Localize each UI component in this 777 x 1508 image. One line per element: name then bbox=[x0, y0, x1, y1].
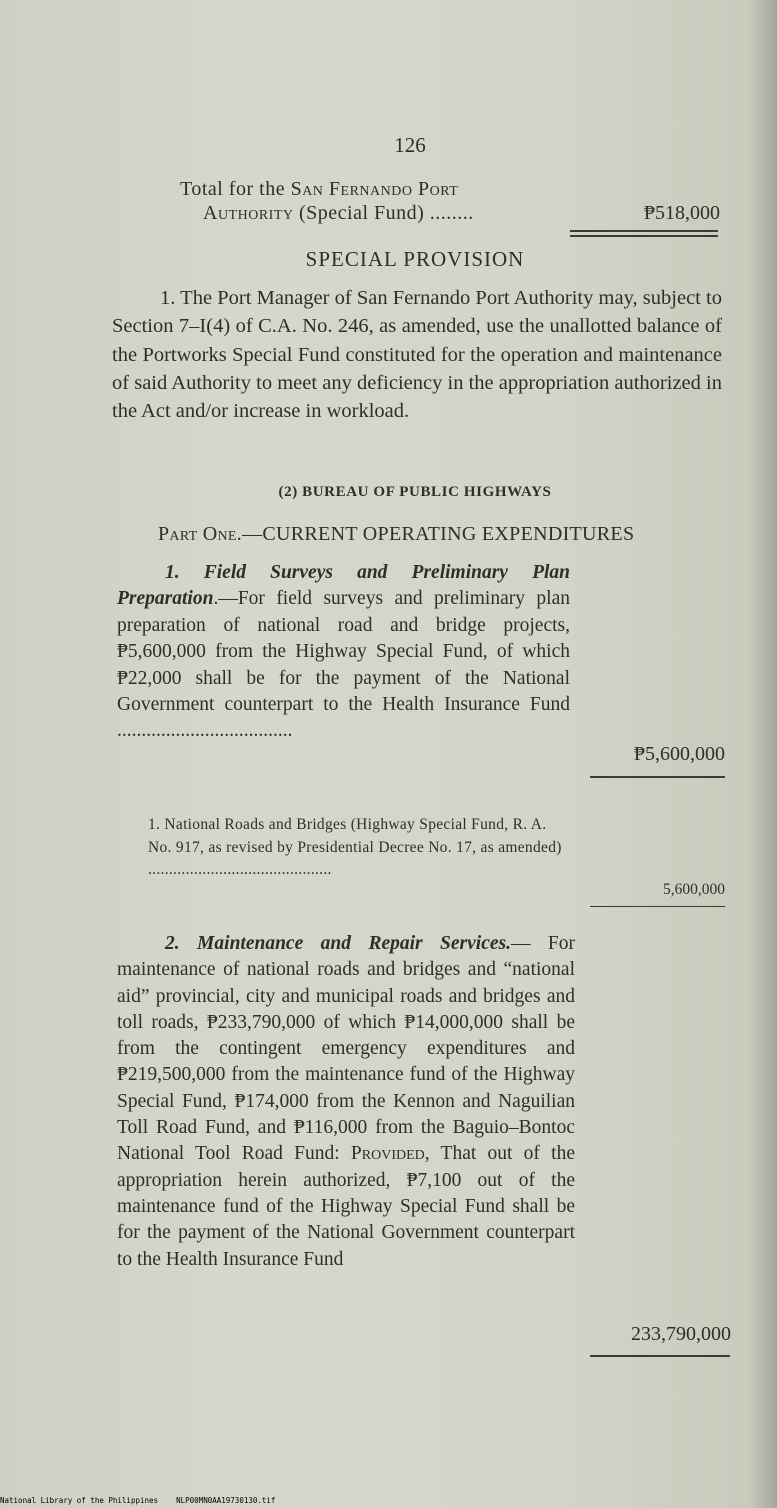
total-line-1: Total for the San Fernando Port bbox=[180, 178, 459, 200]
total-amount: ₱518,000 bbox=[643, 202, 720, 224]
bureau-heading: (2) BUREAU OF PUBLIC HIGHWAYS bbox=[278, 484, 552, 500]
item-maintenance-repair-title: 2. Maintenance and Repair Services. bbox=[165, 933, 511, 954]
subitem-rule bbox=[590, 906, 725, 907]
total-rule-2 bbox=[570, 235, 718, 237]
total-rule-1 bbox=[570, 230, 718, 232]
item1-rule bbox=[590, 776, 725, 778]
special-provision-heading: SPECIAL PROVISION bbox=[305, 247, 525, 271]
item-field-surveys-amount: ₱5,600,000 bbox=[633, 743, 725, 765]
item-maintenance-repair: 2. Maintenance and Repair Services.— For maintenance of national roads and bridges and “national aid” provincial, city and municipal roads and bridges and toll roads, ₱233,790,000 of which ₱14,000,000 shall be from the contingent emergency expenditures and ₱219,500,000 from the maintenance fund of the Highway Special Fund, ₱174,000 from the Kennon and Naguilian Toll Road Fund, and ₱116,000 from the Baguio–Bontoc National Tool Road Fund: Provided, That out of the appropriation herein authorized, ₱7,100 out of the maintenance fund of the Highway Special Fund shall be for the payment of the National Government counterpart to the Health Insurance Fund bbox=[117, 933, 576, 1270]
part-heading: Part One.—CURRENT OPERATING EXPENDITURES bbox=[158, 523, 635, 545]
item-field-surveys: 1. Field Surveys and Preliminary Plan Preparation.—For field surveys and preliminary plan preparation of national road and bridge projects, ₱5,600,000 from the Highway Special Fund, of which ₱22,000 shall be for the payment of the National Government counterpart to the Health Insurance Fund .................................... bbox=[117, 562, 570, 742]
page-number: 126 bbox=[394, 133, 426, 157]
total-line-2: Authority (Special Fund) ........ bbox=[203, 202, 474, 224]
scan-footer: National Library of the Philippines NLP00MN0AA19730130.tif bbox=[0, 1496, 276, 1505]
page-edge-shadow bbox=[749, 0, 777, 1508]
item-maintenance-repair-amount: 233,790,000 bbox=[631, 1323, 731, 1345]
special-provision-text: 1. The Port Manager of San Fernando Port Authority may, subject to Section 7–I(4) of C.A. No. 246, as amended, use the unallotted balance of the Portworks Special Fund constituted for the operation and maintenance of said Authority to meet any deficiency in the appropriation authorized in the Act and/or increase in workload. bbox=[112, 287, 722, 423]
subitem-national-roads: 1. National Roads and Bridges (Highway Special Fund, R. A. No. 917, as revised by Presidential Decree No. 17, as amended) ............................................ bbox=[148, 816, 562, 878]
item-field-surveys-title: 1. Field Surveys and Preliminary Plan Preparation bbox=[117, 562, 570, 610]
item2-rule bbox=[590, 1355, 730, 1357]
subitem-national-roads-amount: 5,600,000 bbox=[663, 881, 725, 898]
